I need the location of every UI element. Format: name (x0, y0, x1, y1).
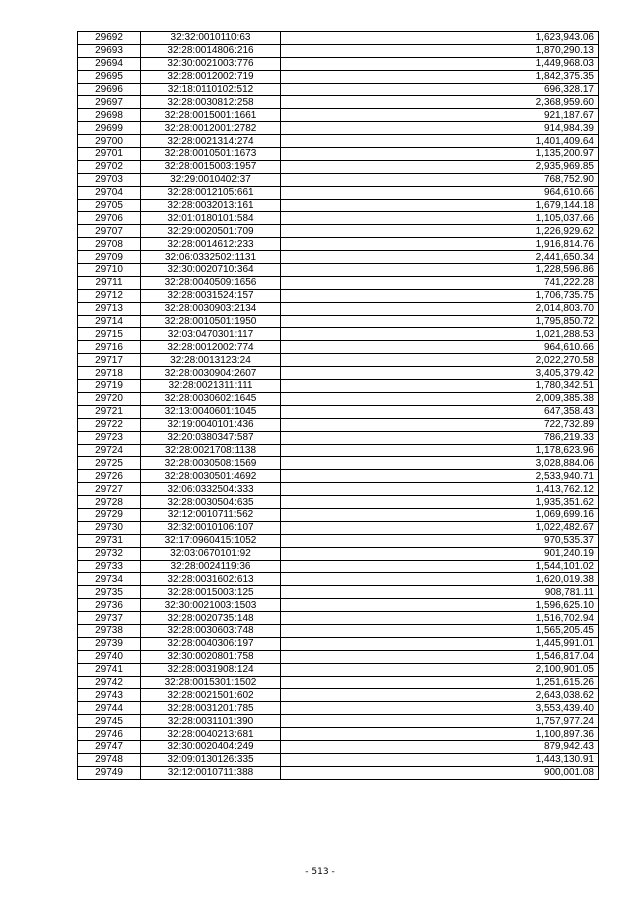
row-number-cell: 29707 (78, 225, 141, 238)
row-number-cell: 29740 (78, 650, 141, 663)
row-number-cell: 29714 (78, 315, 141, 328)
table-row (78, 199, 599, 212)
cadastral-number-cell: 32:28:0030603:748 (141, 624, 281, 637)
amount-cell: 2,935,969.85 (281, 160, 599, 173)
cadastral-number-cell: 32:28:0021501:602 (141, 689, 281, 702)
cadastral-number-cell: 32:18:0110102:512 (141, 83, 281, 96)
row-number-cell: 29729 (78, 508, 141, 521)
row-number-cell: 29695 (78, 70, 141, 83)
amount-cell: 1,178,623.96 (281, 444, 599, 457)
cadastral-number-cell: 32:28:0040306:197 (141, 637, 281, 650)
cadastral-number-cell: 32:30:0021003:1503 (141, 599, 281, 612)
table-row (78, 766, 599, 779)
table-row (78, 586, 599, 599)
cadastral-number-cell: 32:28:0031908:124 (141, 663, 281, 676)
amount-cell: 1,623,943.06 (281, 32, 599, 45)
table-row (78, 225, 599, 238)
row-number-cell: 29693 (78, 44, 141, 57)
table-row (78, 96, 599, 109)
amount-cell: 1,757,977.24 (281, 715, 599, 728)
cadastral-number-cell: 32:32:0010110:63 (141, 32, 281, 45)
table-row (78, 663, 599, 676)
amount-cell: 1,706,735.75 (281, 289, 599, 302)
amount-cell: 2,100,901.05 (281, 663, 599, 676)
table-row (78, 470, 599, 483)
row-number-cell: 29732 (78, 547, 141, 560)
row-number-cell: 29705 (78, 199, 141, 212)
cadastral-number-cell: 32:28:0040509:1656 (141, 276, 281, 289)
cadastral-number-cell: 32:20:0380347:587 (141, 431, 281, 444)
amount-cell: 879,942.43 (281, 740, 599, 753)
row-number-cell: 29744 (78, 702, 141, 715)
table-row (78, 276, 599, 289)
table-row (78, 444, 599, 457)
cadastral-number-cell: 32:28:0032013:161 (141, 199, 281, 212)
table-row (78, 573, 599, 586)
amount-cell: 1,445,991.01 (281, 637, 599, 650)
table-row (78, 264, 599, 277)
cadastral-number-cell: 32:32:0010106:107 (141, 521, 281, 534)
amount-cell: 1,105,037.66 (281, 212, 599, 225)
table-row (78, 689, 599, 702)
row-number-cell: 29708 (78, 238, 141, 251)
cadastral-number-cell: 32:28:0031201:785 (141, 702, 281, 715)
amount-cell: 970,535.37 (281, 534, 599, 547)
table-row (78, 341, 599, 354)
row-number-cell: 29712 (78, 289, 141, 302)
row-number-cell: 29713 (78, 302, 141, 315)
cadastral-number-cell: 32:28:0030903:2134 (141, 302, 281, 315)
table-row (78, 173, 599, 186)
table-row (78, 289, 599, 302)
amount-cell: 1,596,625.10 (281, 599, 599, 612)
cadastral-number-cell: 32:28:0021311:111 (141, 380, 281, 393)
amount-cell: 2,009,385.38 (281, 392, 599, 405)
amount-cell: 1,620,019.38 (281, 573, 599, 586)
amount-cell: 1,544,101.02 (281, 560, 599, 573)
table-row (78, 650, 599, 663)
row-number-cell: 29701 (78, 148, 141, 161)
row-number-cell: 29734 (78, 573, 141, 586)
cadastral-number-cell: 32:06:0332504:333 (141, 483, 281, 496)
row-number-cell: 29733 (78, 560, 141, 573)
table-row (78, 135, 599, 148)
amount-cell: 1,795,850.72 (281, 315, 599, 328)
cadastral-number-cell: 32:28:0030602:1645 (141, 392, 281, 405)
row-number-cell: 29704 (78, 186, 141, 199)
row-number-cell: 29741 (78, 663, 141, 676)
amount-cell: 2,014,803.70 (281, 302, 599, 315)
row-number-cell: 29702 (78, 160, 141, 173)
table-row (78, 83, 599, 96)
cadastral-number-cell: 32:09:0130126:335 (141, 753, 281, 766)
table-row (78, 508, 599, 521)
row-number-cell: 29735 (78, 586, 141, 599)
cadastral-number-cell: 32:28:0012002:719 (141, 70, 281, 83)
table-row (78, 160, 599, 173)
amount-cell: 786,219.33 (281, 431, 599, 444)
amount-cell: 3,553,439.40 (281, 702, 599, 715)
row-number-cell: 29747 (78, 740, 141, 753)
row-number-cell: 29703 (78, 173, 141, 186)
amount-cell: 1,251,615.26 (281, 676, 599, 689)
row-number-cell: 29715 (78, 328, 141, 341)
data-table (77, 31, 599, 780)
amount-cell: 1,413,762.12 (281, 483, 599, 496)
table-row (78, 354, 599, 367)
row-number-cell: 29697 (78, 96, 141, 109)
amount-cell: 2,368,959.60 (281, 96, 599, 109)
row-number-cell: 29746 (78, 728, 141, 741)
amount-cell: 2,441,650.34 (281, 251, 599, 264)
table-row (78, 728, 599, 741)
row-number-cell: 29718 (78, 367, 141, 380)
amount-cell: 1,401,409.64 (281, 135, 599, 148)
amount-cell: 741,222.28 (281, 276, 599, 289)
table-row (78, 109, 599, 122)
amount-cell: 901,240.19 (281, 547, 599, 560)
amount-cell: 647,358.43 (281, 405, 599, 418)
page-number: - 513 - (305, 867, 335, 877)
amount-cell: 900,001.08 (281, 766, 599, 779)
amount-cell: 1,100,897.36 (281, 728, 599, 741)
table-row (78, 431, 599, 444)
row-number-cell: 29725 (78, 457, 141, 470)
row-number-cell: 29749 (78, 766, 141, 779)
table-row (78, 315, 599, 328)
table-row (78, 148, 599, 161)
cadastral-number-cell: 32:28:0012002:774 (141, 341, 281, 354)
amount-cell: 964,610.66 (281, 341, 599, 354)
table-row (78, 496, 599, 509)
amount-cell: 1,228,596.86 (281, 264, 599, 277)
table-row (78, 238, 599, 251)
cadastral-number-cell: 32:28:0030812:258 (141, 96, 281, 109)
amount-cell: 1,679,144.18 (281, 199, 599, 212)
table-row (78, 599, 599, 612)
table-row (78, 32, 599, 45)
table-row (78, 328, 599, 341)
cadastral-number-cell: 32:28:0031101:390 (141, 715, 281, 728)
row-number-cell: 29728 (78, 496, 141, 509)
cadastral-number-cell: 32:06:0332502:1131 (141, 251, 281, 264)
cadastral-number-cell: 32:30:0020801:758 (141, 650, 281, 663)
table-row (78, 457, 599, 470)
table-row (78, 70, 599, 83)
row-number-cell: 29711 (78, 276, 141, 289)
cadastral-number-cell: 32:28:0010501:1950 (141, 315, 281, 328)
amount-cell: 722,732.89 (281, 418, 599, 431)
row-number-cell: 29743 (78, 689, 141, 702)
table-row (78, 418, 599, 431)
amount-cell: 1,565,205.45 (281, 624, 599, 637)
row-number-cell: 29731 (78, 534, 141, 547)
cadastral-number-cell: 32:12:0010711:388 (141, 766, 281, 779)
cadastral-number-cell: 32:28:0020735:148 (141, 612, 281, 625)
cadastral-number-cell: 32:28:0014806:216 (141, 44, 281, 57)
table-row (78, 483, 599, 496)
table-row (78, 367, 599, 380)
amount-cell: 1,516,702.94 (281, 612, 599, 625)
amount-cell: 1,870,290.13 (281, 44, 599, 57)
table-row (78, 560, 599, 573)
cadastral-number-cell: 32:19:0040101:436 (141, 418, 281, 431)
table-row (78, 122, 599, 135)
table-row (78, 392, 599, 405)
amount-cell: 914,984.39 (281, 122, 599, 135)
row-number-cell: 29742 (78, 676, 141, 689)
amount-cell: 1,916,814.76 (281, 238, 599, 251)
cadastral-number-cell: 32:28:0024119:36 (141, 560, 281, 573)
amount-cell: 2,643,038.62 (281, 689, 599, 702)
table-row (78, 521, 599, 534)
cadastral-number-cell: 32:30:0020404:249 (141, 740, 281, 753)
row-number-cell: 29723 (78, 431, 141, 444)
amount-cell: 908,781.11 (281, 586, 599, 599)
amount-cell: 1,449,968.03 (281, 57, 599, 70)
amount-cell: 1,226,929.62 (281, 225, 599, 238)
cadastral-number-cell: 32:30:0020710:364 (141, 264, 281, 277)
row-number-cell: 29717 (78, 354, 141, 367)
amount-cell: 1,135,200.97 (281, 148, 599, 161)
row-number-cell: 29721 (78, 405, 141, 418)
amount-cell: 1,842,375.35 (281, 70, 599, 83)
cadastral-number-cell: 32:01:0180101:584 (141, 212, 281, 225)
amount-cell: 696,328.17 (281, 83, 599, 96)
table-row (78, 44, 599, 57)
table-row (78, 380, 599, 393)
row-number-cell: 29724 (78, 444, 141, 457)
cadastral-number-cell: 32:03:0470301:117 (141, 328, 281, 341)
cadastral-number-cell: 32:28:0014612:233 (141, 238, 281, 251)
cadastral-number-cell: 32:28:0015003:1957 (141, 160, 281, 173)
cadastral-number-cell: 32:13:0040601:1045 (141, 405, 281, 418)
table-row (78, 753, 599, 766)
row-number-cell: 29726 (78, 470, 141, 483)
table-row (78, 702, 599, 715)
table-body (78, 32, 599, 780)
cadastral-number-cell: 32:28:0012001:2782 (141, 122, 281, 135)
row-number-cell: 29692 (78, 32, 141, 45)
row-number-cell: 29720 (78, 392, 141, 405)
row-number-cell: 29696 (78, 83, 141, 96)
table-row (78, 740, 599, 753)
cadastral-number-cell: 32:28:0021314:274 (141, 135, 281, 148)
cadastral-number-cell: 32:28:0012105:661 (141, 186, 281, 199)
row-number-cell: 29698 (78, 109, 141, 122)
amount-cell: 921,187.67 (281, 109, 599, 122)
amount-cell: 1,935,351.62 (281, 496, 599, 509)
amount-cell: 3,028,884.06 (281, 457, 599, 470)
cadastral-number-cell: 32:17:0960415:1052 (141, 534, 281, 547)
cadastral-number-cell: 32:28:0010501:1673 (141, 148, 281, 161)
cadastral-number-cell: 32:28:0031602:613 (141, 573, 281, 586)
cadastral-number-cell: 32:29:0020501:709 (141, 225, 281, 238)
table-row (78, 534, 599, 547)
table-row (78, 637, 599, 650)
row-number-cell: 29727 (78, 483, 141, 496)
table-row (78, 186, 599, 199)
amount-cell: 3,405,379.42 (281, 367, 599, 380)
row-number-cell: 29699 (78, 122, 141, 135)
row-number-cell: 29745 (78, 715, 141, 728)
cadastral-number-cell: 32:28:0030504:635 (141, 496, 281, 509)
amount-cell: 2,533,940.71 (281, 470, 599, 483)
row-number-cell: 29719 (78, 380, 141, 393)
table-row (78, 612, 599, 625)
amount-cell: 2,022,270.58 (281, 354, 599, 367)
cadastral-number-cell: 32:28:0030904:2607 (141, 367, 281, 380)
table-row (78, 624, 599, 637)
cadastral-number-cell: 32:28:0030501:4692 (141, 470, 281, 483)
cadastral-number-cell: 32:28:0015003:125 (141, 586, 281, 599)
table-row (78, 547, 599, 560)
amount-cell: 964,610.66 (281, 186, 599, 199)
row-number-cell: 29694 (78, 57, 141, 70)
amount-cell: 1,780,342.51 (281, 380, 599, 393)
table-row (78, 676, 599, 689)
cadastral-number-cell: 32:03:0670101:92 (141, 547, 281, 560)
cadastral-number-cell: 32:28:0040213:681 (141, 728, 281, 741)
amount-cell: 1,443,130.91 (281, 753, 599, 766)
row-number-cell: 29722 (78, 418, 141, 431)
cadastral-number-cell: 32:28:0013123:24 (141, 354, 281, 367)
cadastral-number-cell: 32:28:0030508:1569 (141, 457, 281, 470)
table-row (78, 212, 599, 225)
row-number-cell: 29736 (78, 599, 141, 612)
row-number-cell: 29700 (78, 135, 141, 148)
row-number-cell: 29709 (78, 251, 141, 264)
table-row (78, 57, 599, 70)
amount-cell: 1,021,288.53 (281, 328, 599, 341)
amount-cell: 1,069,699.16 (281, 508, 599, 521)
table-row (78, 715, 599, 728)
table-row (78, 251, 599, 264)
row-number-cell: 29730 (78, 521, 141, 534)
row-number-cell: 29737 (78, 612, 141, 625)
cadastral-number-cell: 32:28:0015001:1661 (141, 109, 281, 122)
row-number-cell: 29716 (78, 341, 141, 354)
cadastral-number-cell: 32:28:0015301:1502 (141, 676, 281, 689)
row-number-cell: 29710 (78, 264, 141, 277)
amount-cell: 1,546,817.04 (281, 650, 599, 663)
cadastral-number-cell: 32:28:0031524:157 (141, 289, 281, 302)
row-number-cell: 29706 (78, 212, 141, 225)
table-row (78, 405, 599, 418)
amount-cell: 1,022,482.67 (281, 521, 599, 534)
table-row (78, 302, 599, 315)
cadastral-number-cell: 32:30:0021003:776 (141, 57, 281, 70)
row-number-cell: 29739 (78, 637, 141, 650)
amount-cell: 768,752.90 (281, 173, 599, 186)
row-number-cell: 29738 (78, 624, 141, 637)
row-number-cell: 29748 (78, 753, 141, 766)
cadastral-number-cell: 32:12:0010711:562 (141, 508, 281, 521)
cadastral-number-cell: 32:28:0021708:1138 (141, 444, 281, 457)
cadastral-number-cell: 32:29:0010402:37 (141, 173, 281, 186)
